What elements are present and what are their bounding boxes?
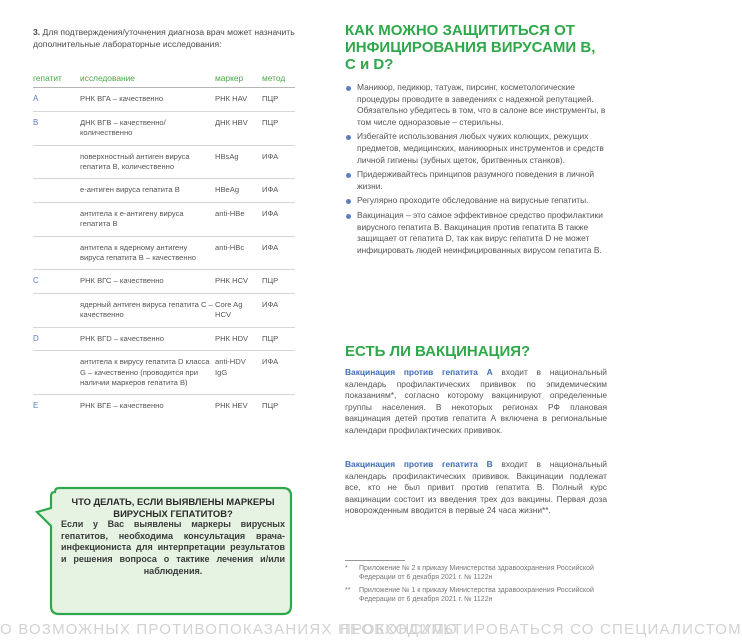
cell-marker: HBsAg — [215, 145, 262, 179]
cell-hepatitis — [33, 179, 80, 202]
bullet-item — [345, 210, 607, 256]
cell-test: поверхностный антиген вируса гепатита В, количественно — [80, 145, 215, 179]
cell-method: ИФА — [262, 351, 295, 395]
bullet-item — [345, 82, 607, 128]
bullet-dot-icon — [346, 199, 351, 204]
col-header-hepatitis: гепатит — [33, 70, 80, 88]
cell-hepatitis: C — [33, 270, 80, 293]
footnote-text: Приложение № 2 к приказу Министерства здравоохранения Российской Федерации от 6 декабря 2021 г. № 1122н — [359, 565, 594, 582]
intro-paragraph — [33, 26, 295, 51]
cell-test: е-антиген вируса гепатита В — [80, 179, 215, 202]
table-row — [33, 111, 295, 145]
cell-method: ПЦР — [262, 111, 295, 145]
cell-test: антитела к вирусу гепатита D класса G – качественно (проводится при наличии маркеров гепатита В) — [80, 351, 215, 395]
bullet-text: Придерживайтесь принципов разумного поведения в личной жизни. — [357, 169, 595, 191]
cell-marker: anti-HDV IgG — [215, 351, 262, 395]
cell-test: ядерный антиген вируса гепатита С – качественно — [80, 293, 215, 327]
table-row — [33, 293, 295, 327]
bullet-dot-icon — [346, 86, 351, 91]
cell-hepatitis: B — [33, 111, 80, 145]
table-row — [33, 179, 295, 202]
bubble-title: ЧТО ДЕЛАТЬ, ЕСЛИ ВЫЯВЛЕНЫ МАРКЕРЫ ВИРУСНЫХ ГЕПАТИТОВ? — [71, 496, 275, 519]
cell-method: ИФА — [262, 179, 295, 202]
footnote-divider — [345, 560, 405, 561]
col-header-method: метод — [262, 70, 295, 88]
table-body — [33, 88, 295, 418]
bullet-dot-icon — [346, 214, 351, 219]
bullet-item — [345, 131, 607, 166]
cell-method: ПЦР — [262, 270, 295, 293]
cell-marker: РНК HDV — [215, 327, 262, 350]
cell-marker: РНК HAV — [215, 88, 262, 111]
protection-bullets — [345, 82, 607, 259]
cell-test: РНК ВГD – качественно — [80, 327, 215, 350]
bottom-strip-right: ПРОКОНСУЛЬТИРОВАТЬСЯ СО СПЕЦИАЛИСТОМ — [340, 621, 742, 638]
cell-method: ИФА — [262, 145, 295, 179]
col-header-marker: маркер — [215, 70, 262, 88]
bullet-item — [345, 169, 607, 192]
table-row — [33, 395, 295, 418]
cell-marker: ДНК HBV — [215, 111, 262, 145]
table-header-row — [33, 70, 295, 88]
bullet-item — [345, 195, 607, 207]
bubble-body: Если у Вас выявлены маркеры вирусных гепатитов, необходима консультация врача-инфекциониста для интерпретации результатов и решения вопроса о тактике лечения и/или наблюдения. — [61, 519, 285, 576]
bullet-dot-icon — [346, 135, 351, 140]
cell-test: ДНК ВГВ – качественно/ количественно — [80, 111, 215, 145]
cell-marker: HBeAg — [215, 179, 262, 202]
cell-hepatitis — [33, 236, 80, 270]
col-header-test: исследование — [80, 70, 215, 88]
vaccination-hep-a-lead: Вакцинация против гепатита А — [345, 367, 493, 377]
table-row — [33, 145, 295, 179]
cell-test: РНК ВГЕ – качественно — [80, 401, 164, 411]
vaccination-hep-a-text: входит в национальный календарь профилактических прививок по эпидемическим показаниям*, согласно которому вакцинируют определенные группы населения. В некоторых регионах РФ плановая вакцинация детей против гепатита А включена в региональные календари профилактических прививок. — [345, 367, 607, 435]
cell-method: ИФА — [262, 236, 295, 270]
cell-hepatitis: A — [33, 88, 80, 111]
table-row — [33, 327, 295, 350]
bullet-text: Маникюр, педикюр, татуаж, пирсинг, косметологические процедуры проводите в заведениях с надежной репутацией. Обязательно убедитесь в том, что в салоне все инструменты, в том числе одноразовые – стерильны. — [357, 82, 606, 127]
bottom-strip-left: О ВОЗМОЖНЫХ ПРОТИВОПОКАЗАНИЯХ НЕОБХОДИМО — [0, 621, 458, 638]
cell-hepatitis — [33, 145, 80, 179]
vaccination-hep-b-text: входит в национальный календарь профилактических прививок. Вакцинации подлежат все, кто не был привит против гепатита В. Полный курс вакцинации состоит из введения трех доз вакцины. Первая доза новорожденным вводится в первые 24 часа жизни**. — [345, 459, 607, 516]
bullet-text: Вакцинация – это самое эффективное средство профилактики вирусного гепатита В. Вакцинация против гепатита В также защищает от гепатита D, так как вирус гепатита D не может инфицировать людей неинфицированных вирусом гепатита В. — [357, 209, 603, 255]
vaccination-hep-b-lead: Вакцинация против гепатита В — [345, 459, 493, 469]
cell-method: ИФА — [262, 202, 295, 236]
footnote-1 — [345, 564, 607, 582]
intro-block — [33, 26, 295, 51]
intro-text: Для подтверждения/уточнения диагноза врач может назначить дополнительные лабораторные исследования: — [33, 27, 295, 50]
cell-test: антитела к е-антигену вируса гепатита В — [80, 202, 215, 236]
footnote-text: Приложение № 1 к приказу Министерства здравоохранения Российской Федерации от 6 декабря 2021 г. № 1122н — [359, 587, 594, 604]
vaccination-heading: ЕСТЬ ЛИ ВАКЦИНАЦИЯ? — [345, 343, 531, 360]
cell-method: ИФА — [262, 293, 295, 327]
cell-hepatitis — [33, 202, 80, 236]
footnote-mark: * — [345, 565, 348, 572]
vaccination-hep-b-paragraph — [345, 459, 607, 517]
cell-marker: РНК HCV — [215, 270, 262, 293]
cell-marker: anti-HBc — [215, 236, 262, 270]
protection-heading: КАК МОЖНО ЗАЩИТИТЬСЯ ОТ ИНФИЦИРОВАНИЯ ВИРУСАМИ B, C и D? — [345, 22, 596, 73]
cell-hepatitis: D — [33, 327, 80, 350]
footnote-2 — [345, 586, 607, 604]
cell-method: ПЦР — [262, 88, 295, 111]
table-row — [33, 351, 295, 395]
advice-bubble — [33, 486, 295, 618]
bullet-text: Избегайте использования любых чужих колющих, режущих предметов, медицинских, маникюрных инструментов и средств личной гигиены (зубных щеток, бритвенных станков). — [357, 131, 604, 165]
cell-method: ПЦР — [262, 327, 295, 350]
cell-marker: anti-HBe — [215, 202, 262, 236]
footnote-mark: ** — [345, 587, 351, 594]
cell-hepatitis — [33, 293, 80, 327]
table-row — [33, 270, 295, 293]
table-row — [33, 202, 295, 236]
table-row — [33, 236, 295, 270]
cell-test: антитела к ядерному антигену вируса гепатита В – качественно — [80, 236, 215, 270]
cell-hepatitis: E — [33, 401, 39, 411]
bullet-dot-icon — [346, 173, 351, 178]
cell-method: ПЦР — [262, 401, 279, 411]
intro-number: 3. — [33, 27, 41, 37]
cell-test: РНК ВГС – качественно — [80, 270, 215, 293]
cell-hepatitis — [33, 351, 80, 395]
bullet-text: Регулярно проходите обследование на вирусные гепатиты. — [357, 195, 589, 206]
cell-marker: РНК HEV — [215, 401, 248, 411]
bubble-text — [61, 496, 285, 577]
vaccination-hep-a-paragraph — [345, 367, 607, 437]
cell-marker: Core Ag HCV — [215, 293, 262, 327]
table-row — [33, 88, 295, 111]
protection-section — [345, 22, 607, 73]
cell-test: РНК ВГА – качественно — [80, 88, 215, 111]
diagnostics-table — [33, 70, 295, 418]
